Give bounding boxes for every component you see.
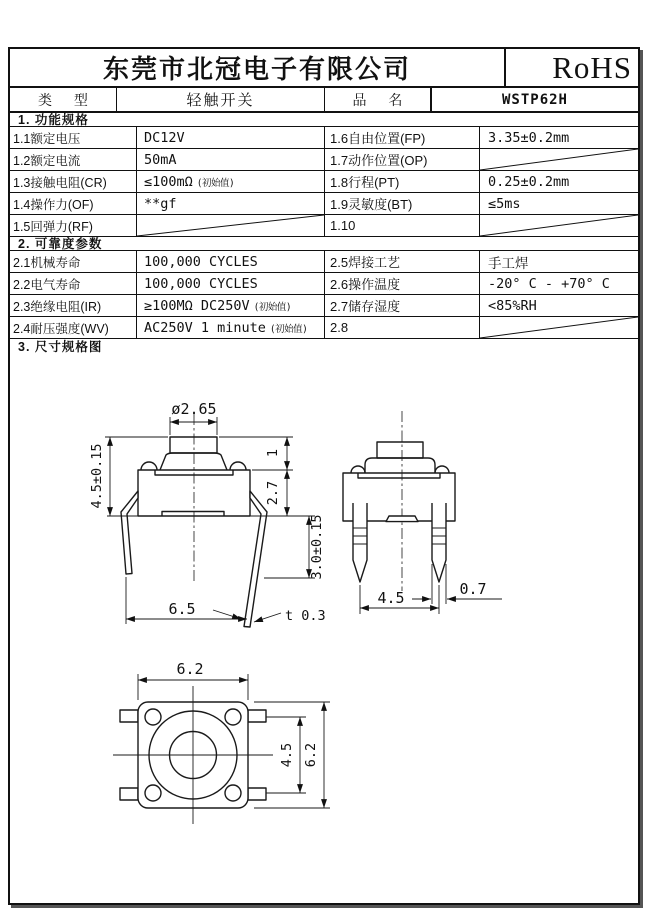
spec-label: 1.6自由位置(FP) [325,127,480,148]
spec-label: 1.2额定电流 [10,149,137,170]
value-text: 50mA [144,151,177,168]
value-text: DC12V [144,129,185,146]
spec-value [137,273,325,294]
spec-row [10,273,638,295]
spec-value [137,295,325,316]
type-value: 轻触开关 [117,88,325,111]
spec-value [137,193,325,214]
value-text: **gf [144,195,177,212]
value-text: AC250V 1 minute [144,319,266,336]
spec-value: -20° C - +70° C [488,275,610,292]
diagonal-strike [480,149,638,170]
value-text: 100,000 CYCLES [144,275,258,292]
spec-value-empty [480,215,638,236]
dim-pin-spacing: 4.5 [279,742,295,768]
spec-row [10,127,638,149]
spec-row [10,171,638,193]
dim-body-height: 2.7 [265,480,281,506]
spec-value-empty [480,317,638,338]
spec-row [10,251,638,273]
dim-leg-thickness: t 0.3 [285,608,326,624]
spec-label: 1.7动作位置(OP) [325,149,480,170]
spec-row [10,149,638,171]
spec-label: 2.5焊接工艺 [325,251,480,272]
dim-leg-length: 3.0±0.15 [309,514,325,580]
spec-value: 手工焊 [488,255,529,272]
dim-pin-width: 0.7 [459,580,487,598]
section-reliability-title: 2. 可靠度参数 [10,237,638,251]
spec-label: 1.4操作力(OF) [10,193,137,214]
spec-label: 2.8 [325,317,480,338]
spec-row [10,295,638,317]
spec-value: <85%RH [488,297,537,314]
spec-sheet [8,47,640,905]
side-view-drawing [343,411,502,614]
spec-label: 1.8行程(PT) [325,171,480,192]
spec-row [10,215,638,237]
dimension-drawings [10,356,638,903]
front-view-drawing [89,400,326,627]
spec-value: 0.25±0.2mm [488,173,570,190]
dimension-drawing-area [10,356,638,903]
dim-body-depth: 6.2 [303,742,319,768]
value-note: (初始值) [196,177,235,189]
dim-body-width: 6.2 [176,660,204,678]
diagonal-strike [480,317,638,338]
spec-value [137,149,325,170]
spec-value: ≤5ms [488,195,521,212]
spec-label: 2.4耐压强度(WV) [10,317,137,338]
company-name: 东莞市北冠电子有限公司 [10,49,506,86]
spec-value [137,127,325,148]
spec-label: 1.3接触电阻(CR) [10,171,137,192]
value-text: ≥100MΩ DC250V [144,297,250,314]
spec-value [137,251,325,272]
section-dimensions-title: 3. 尺寸规格图 [18,340,103,354]
section-functional-title: 1. 功能规格 [10,113,638,127]
value-text: 100,000 CYCLES [144,253,258,270]
spec-label: 1.5回弹力(RF) [10,215,137,236]
spec-value-empty [480,149,638,170]
spec-label: 2.2电气寿命 [10,273,137,294]
dim-cap-diameter: ø2.65 [171,400,217,418]
spec-label: 2.6操作温度 [325,273,480,294]
spec-row [10,193,638,215]
name-label: 品 名 [325,88,432,111]
dim-total-height: 4.5±0.15 [89,443,105,509]
spec-label: 2.3绝缘电阻(IR) [10,295,137,316]
top-view-drawing [113,660,330,824]
product-row [10,88,638,113]
spec-value [137,171,325,192]
value-note: (初始值) [253,301,292,313]
header-row [10,49,638,88]
dim-leg-span: 6.5 [168,600,196,618]
spec-label: 1.1额定电压 [10,127,137,148]
spec-label: 2.7储存湿度 [325,295,480,316]
dim-cap-height: 1 [265,448,281,458]
diagonal-strike [137,215,324,236]
rohs-mark: RoHS [552,49,632,85]
diagonal-strike [480,215,638,236]
spec-label: 1.9灵敏度(BT) [325,193,480,214]
dim-pin-pitch: 4.5 [377,589,405,607]
spec-value-empty [137,215,325,236]
value-note: (初始值) [269,323,308,335]
spec-row [10,317,638,339]
spec-value [137,317,325,338]
type-label: 类 型 [10,88,117,111]
product-name: WSTP62H [501,91,568,108]
spec-value: 3.35±0.2mm [488,129,570,146]
spec-label: 1.10 [325,215,480,236]
value-text: ≤100mΩ [144,173,193,190]
spec-label: 2.1机械寿命 [10,251,137,272]
